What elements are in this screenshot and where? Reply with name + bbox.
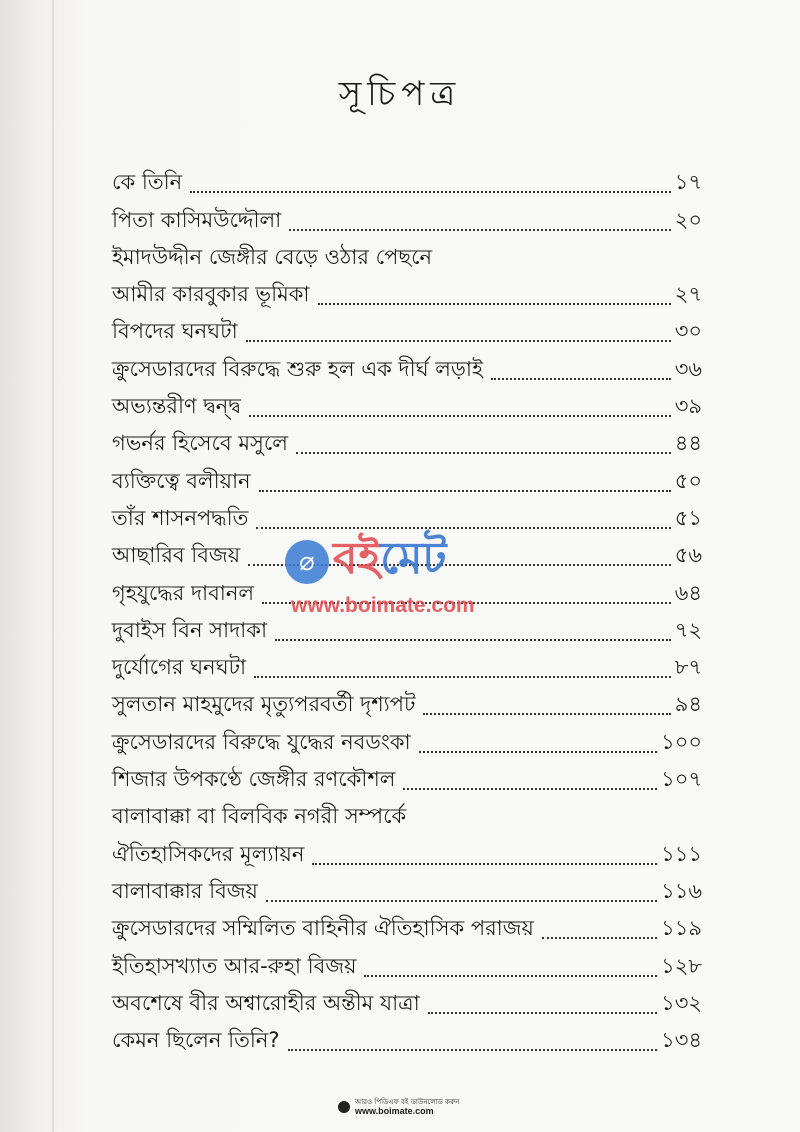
toc-entry-title: সুলতান মাহমুদের মৃত্যুপরবর্তী দৃশ্যপট — [112, 692, 416, 717]
toc-entry-page: ৬৪ — [674, 580, 702, 605]
dot-leader — [289, 229, 671, 231]
toc-entry-title: ক্রুসেডারদের বিরুদ্ধে যুদ্ধের নবডংকা — [112, 729, 411, 754]
dot-leader — [190, 191, 671, 193]
toc-entry[interactable] — [112, 462, 702, 499]
toc-entry[interactable] — [112, 947, 702, 984]
page-gutter — [52, 0, 54, 1132]
watermark-logo-b: মেট — [380, 533, 447, 584]
toc-entry[interactable] — [112, 313, 702, 350]
dot-leader — [542, 937, 657, 939]
dot-leader — [491, 378, 671, 380]
toc-entry-page: ১২৮ — [661, 953, 702, 978]
dot-leader — [266, 900, 657, 902]
dot-leader — [259, 490, 671, 492]
boimate-icon — [338, 1101, 350, 1113]
toc-entry-page: ১১১ — [661, 841, 702, 866]
watermark — [285, 525, 515, 618]
toc-entry[interactable] — [112, 723, 702, 760]
dot-leader — [312, 863, 657, 865]
toc-entry-title: ইতিহাসখ্যাত আর-রুহা বিজয় — [112, 953, 357, 978]
watermark-url: www.boimate.com — [291, 594, 475, 617]
toc-entry-page: ৫০ — [674, 468, 702, 493]
toc-entry-title: দুবাইস বিন সাদাকা — [112, 617, 268, 642]
toc-entry-page: ৯৪ — [674, 692, 702, 717]
toc-entry[interactable] — [112, 910, 702, 947]
toc-entry-title: ক্রুসেডারদের সম্মিলিত বাহিনীর ঐতিহাসিক পরাজয় — [112, 916, 534, 941]
toc-entry-page: ১১৯ — [661, 916, 702, 941]
toc-entry-title: তাঁর শাসনপদ্ধতি — [112, 505, 249, 530]
toc-entry-title: বালাবাক্কার বিজয় — [112, 878, 258, 903]
dot-leader — [288, 1049, 658, 1051]
toc-entry-page: ১১৬ — [661, 878, 702, 903]
toc-entry-page: ৫৬ — [674, 543, 702, 568]
toc-entry-page: ১৩২ — [661, 990, 702, 1015]
toc-entry-page: ১৭ — [674, 170, 702, 195]
toc-entry[interactable] — [112, 761, 702, 798]
toc-entry[interactable] — [112, 985, 702, 1022]
toc-entry-title: শিজার উপকণ্ঠে জেঙ্গীর রণকৌশল — [112, 767, 396, 792]
toc-entry[interactable] — [112, 276, 702, 313]
toc-entry[interactable] — [112, 798, 702, 835]
footer-url[interactable]: www.boimate.com — [355, 1106, 434, 1116]
toc-entry[interactable] — [112, 649, 702, 686]
toc-entry-page: ৩৬ — [674, 356, 702, 381]
toc-entry-page: ৩৯ — [674, 394, 702, 419]
footer-line1: আরও পিডিএফ বই ডাউনলোড করুন — [355, 1098, 460, 1106]
toc-entry-title: গৃহযুদ্ধের দাবানল — [112, 580, 255, 605]
dot-leader — [428, 1012, 657, 1014]
page-title: সূচিপত্র — [338, 74, 462, 114]
toc-entry-title: বিপদের ঘনঘটা — [112, 319, 238, 344]
toc-entry-title: কেমন ছিলেন তিনি? — [112, 1028, 280, 1053]
toc-entry[interactable] — [112, 835, 702, 872]
toc-entry-title: গভর্নর হিসেবে মসুলে — [112, 431, 288, 456]
toc-entry-page: ২০ — [674, 207, 702, 232]
toc-entry-title: ঐতিহাসিকদের মূল্যায়ন — [112, 841, 305, 866]
toc-entry[interactable] — [112, 1022, 702, 1059]
toc-entry[interactable] — [112, 425, 702, 462]
toc-entry[interactable] — [112, 164, 702, 201]
toc-entry-page: ৪৪ — [674, 431, 702, 456]
watermark-logo-a: বই — [333, 533, 381, 584]
toc-entry[interactable] — [112, 388, 702, 425]
dot-leader — [318, 303, 671, 305]
toc-entry[interactable] — [112, 686, 702, 723]
dot-leader — [254, 676, 671, 678]
toc-entry-title: আছারিব বিজয় — [112, 543, 241, 568]
toc-entry-title: ক্রুসেডারদের বিরুদ্ধে শুরু হল এক দীর্ঘ লড়াই — [112, 356, 483, 381]
toc-entry-page: ২৭ — [674, 282, 702, 307]
toc-entry-title: বালাবাক্কা বা বিলবিক নগরী সম্পর্কে — [112, 804, 407, 829]
toc-entry-title: ইমাদউদ্দীন জেঙ্গীর বেড়ে ওঠার পেছনে — [112, 244, 433, 269]
toc-entry-page: ৮৭ — [674, 655, 702, 680]
toc-entry-page: ৫১ — [674, 505, 702, 530]
dot-leader — [423, 713, 670, 715]
toc-entry[interactable] — [112, 239, 702, 276]
toc-entry[interactable] — [112, 201, 702, 238]
toc-entry-page: ৩০ — [674, 319, 702, 344]
toc-entry-title: দুর্যোগের ঘনঘটা — [112, 655, 247, 680]
toc-entry[interactable] — [112, 873, 702, 910]
dot-leader — [296, 452, 671, 454]
toc-entry-page: ১৩৪ — [661, 1028, 702, 1053]
watermark-logo — [285, 525, 515, 598]
footer — [338, 1098, 459, 1116]
paperclip-icon: ⌀ — [285, 540, 329, 584]
toc-entry-page: ১০৭ — [661, 767, 702, 792]
toc-entry-page: ৭২ — [674, 617, 702, 642]
toc-entry-title: কে তিনি — [112, 170, 183, 195]
toc-entry-title: ব্যক্তিত্বে বলীয়ান — [112, 468, 251, 493]
dot-leader — [364, 975, 657, 977]
dot-leader — [275, 639, 671, 641]
toc-entry-title: অভ্যন্তরীণ দ্বন্দ্ব — [112, 394, 241, 419]
dot-leader — [419, 751, 657, 753]
dot-leader — [403, 788, 657, 790]
toc-entry-page: ১০০ — [661, 729, 702, 754]
toc-entry-title: আমীর কারবুকার ভূমিকা — [112, 282, 310, 307]
toc-entry[interactable] — [112, 350, 702, 387]
toc-entry-title: অবশেষে বীর অশ্বারোহীর অন্তীম যাত্রা — [112, 990, 420, 1015]
toc-entry-title: পিতা কাসিমউদ্দৌলা — [112, 207, 282, 232]
dot-leader — [249, 415, 671, 417]
dot-leader — [246, 340, 671, 342]
